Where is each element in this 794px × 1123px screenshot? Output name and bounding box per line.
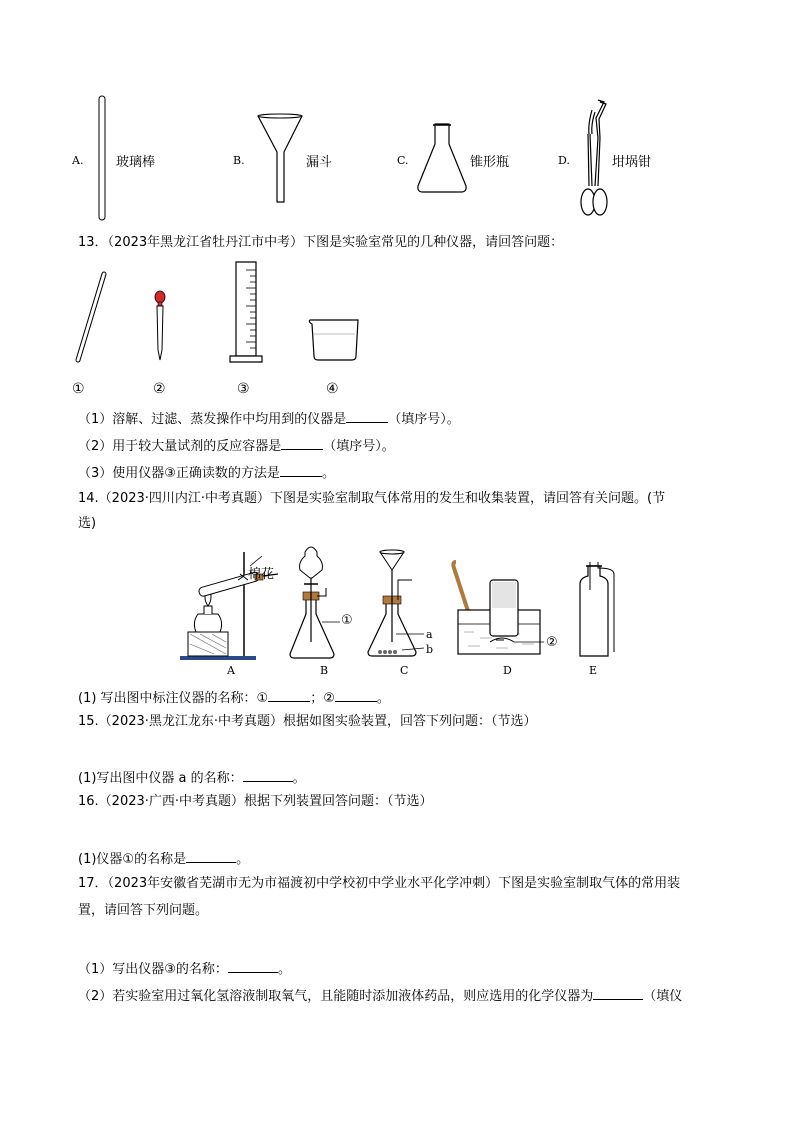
q15-stem: 15.（2023·黑龙江龙东·中考真题）根据如图实验装置，回答下列问题：（节选） [78,714,537,729]
q13-sub1-text: （1）溶解、过滤、蒸发操作中均用到的仪器是 [78,412,347,427]
glass-rod-icon [96,96,108,222]
q16-stem: 16.（2023·广西·中考真题）根据下列装置回答问题：（节选） [78,794,433,809]
dropper-icon [152,290,168,364]
q13-sub1-tail: （填序号）。 [388,412,460,427]
option-c-letter: C. [397,154,409,167]
apparatus-label-e: E [589,664,598,677]
crucible-tongs-icon [578,98,610,220]
q15-sub1-blank[interactable] [243,767,293,782]
q13-sub2-text: （2）用于较大量试剂的反应容器是 [78,439,282,454]
q16-sub1-text: (1)仪器①的名称是 [78,852,187,867]
option-d-letter: D. [558,154,570,167]
q14-sub1-end: 。 [376,691,390,706]
q17-sub1-blank[interactable] [228,958,278,973]
q13-sub1-blank[interactable] [346,408,388,423]
q13-sub3-blank[interactable] [280,462,322,477]
q13-sub3-tail: 。 [321,466,335,481]
mark-a: a [426,628,433,641]
mark-b: b [426,643,434,656]
q13-sub2-blank[interactable] [281,435,323,450]
option-a-letter: A. [72,154,84,167]
mark-1: ① [341,613,353,628]
q13-sub3-text: （3）使用仪器③正确读数的方法是 [78,466,280,481]
apparatus-e-gas-bottle-icon [574,560,618,660]
q17-sub1 [78,958,291,979]
q13-label-2: ② [153,381,166,397]
q14-sub1-blank-1[interactable] [268,687,310,702]
glass-rod-icon [74,270,108,366]
cotton-label: 棉花 [248,567,275,582]
q13-sub2-tail: （填序号）。 [323,439,395,454]
apparatus-c-long-neck-funnel-icon [366,548,434,660]
q17-stem-line1: 17．（2023年安徽省芜湖市无为市福渡初中学校初中学业水平化学冲刺）下图是实验室制取气体的常用装 [78,876,681,891]
q13-sub2 [78,435,395,456]
beaker-icon [308,318,362,362]
apparatus-label-b: B [320,664,329,677]
q16-sub1-blank[interactable] [186,848,236,863]
option-a-name: 玻璃棒 [116,155,156,170]
q17-stem-line2: 置，请回答下列问题。 [78,903,209,918]
funnel-icon [256,112,306,206]
q17-sub2-blank[interactable] [593,985,643,1000]
option-d-name: 坩埚钳 [612,155,652,170]
q14-sub1-text: (1) 写出图中标注仪器的名称：① [78,691,269,706]
q17-sub2 [78,985,682,1006]
apparatus-label-a: A [227,664,235,677]
q13-stem: 13．（2023年黑龙江省牡丹江市中考）下图是实验室常见的几种仪器，请回答问题： [78,235,564,250]
q13-label-1: ① [72,381,85,397]
q13-sub3 [78,462,335,483]
q15-sub1-end: 。 [292,771,306,786]
option-b-letter: B. [233,154,245,167]
q17-sub2-end: （填仪 [643,989,683,1004]
q13-label-4: ④ [326,381,339,397]
q15-sub1-text: (1)写出图中仪器 a 的名称： [78,771,243,786]
q14-stem-line1: 14.（2023·四川内江·中考真题）下图是实验室制取气体常用的发生和收集装置，请回答有关问题。(节 [78,491,666,506]
q14-stem-line2: 选) [78,516,97,531]
option-c-name: 锥形瓶 [470,155,510,170]
q13-sub1 [78,408,460,429]
graduated-cylinder-icon [228,260,264,364]
q14-sub1-blank-2[interactable] [335,687,377,702]
q14-sub1-sep: ；② [310,691,335,706]
option-b-name: 漏斗 [306,155,333,170]
apparatus-label-d: D [503,664,512,677]
q14-sub1 [78,687,390,708]
q15-sub1 [78,767,306,788]
q17-sub2-text: （2）若实验室用过氧化氢溶液制取氧气，且能随时添加液体药品，则应选用的化学仪器为 [78,989,594,1004]
q16-sub1-end: 。 [236,852,250,867]
conical-flask-icon [414,122,470,196]
apparatus-label-c: C [400,664,409,677]
q17-sub1-text: （1）写出仪器③的名称： [78,962,228,977]
q16-sub1 [78,848,249,869]
mark-2: ② [546,635,558,650]
q13-label-3: ③ [237,381,250,397]
apparatus-d-water-trough-icon [450,562,554,662]
q17-sub1-end: 。 [277,962,291,977]
apparatus-b-separatory-funnel-icon [288,542,348,662]
